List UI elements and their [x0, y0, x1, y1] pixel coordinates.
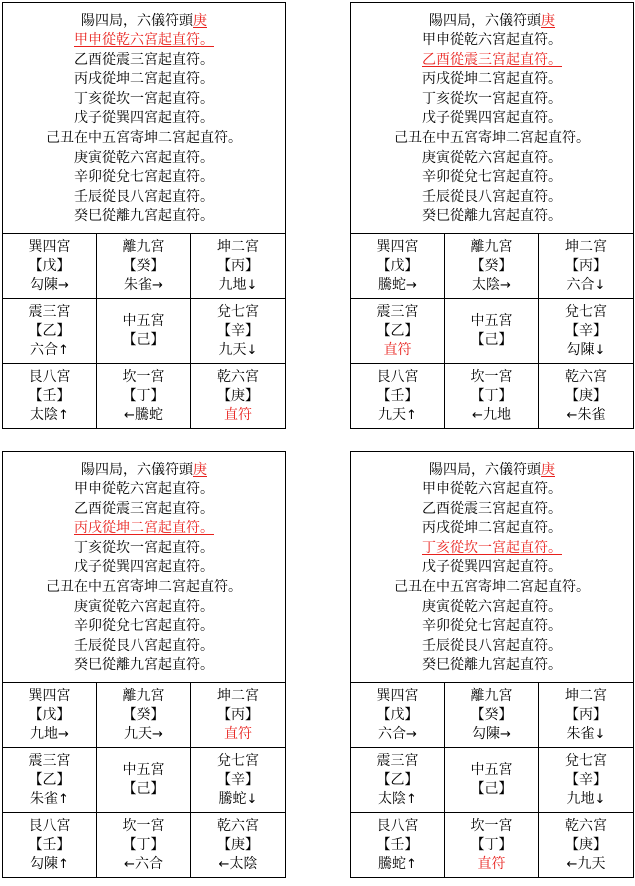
palace-cell — [3, 748, 97, 813]
palace-cell — [97, 234, 191, 299]
palace-stem: 【己】 — [470, 332, 513, 348]
palace-cell — [539, 364, 633, 428]
palace-stem: 【癸】 — [122, 706, 165, 723]
palace-cell — [445, 748, 539, 813]
palace-name: 坎一宮 — [122, 817, 165, 834]
palace-deity — [567, 341, 606, 360]
palace-stem: 【辛】 — [565, 322, 607, 339]
deity-name: 太陰 — [229, 855, 258, 872]
palace-stem: 【戊】 — [376, 706, 419, 723]
rule-line-highlighted: 丙戌從坤二宮起直符。 — [74, 520, 214, 537]
palace-deity — [567, 855, 606, 874]
palace-stem: 【壬】 — [28, 387, 71, 404]
rule-line: 庚寅從乾六宮起直符。 — [74, 149, 214, 166]
palace-cell — [97, 364, 191, 428]
direction-arrow-icon: ↓ — [594, 342, 606, 358]
title-text: 陽四局，六儀符頭 — [429, 462, 541, 478]
palace-name: 兌七宮 — [565, 752, 607, 769]
palace-stem: 【癸】 — [470, 257, 513, 274]
palace-name: 離九宮 — [122, 687, 165, 704]
palace-name: 艮八宮 — [28, 817, 71, 834]
palace-stem: 【丁】 — [122, 836, 165, 853]
rule-line: 戊子從巽四宮起直符。 — [74, 110, 214, 127]
palace-name: 巽四宮 — [376, 687, 419, 704]
palace-deity — [472, 276, 511, 295]
palace-stem: 【戊】 — [376, 257, 419, 274]
palace-cell — [97, 683, 191, 748]
direction-arrow-icon: ← — [472, 407, 483, 423]
palace-stem: 【辛】 — [217, 322, 259, 339]
palace-deity — [30, 725, 69, 744]
palace-deity — [124, 406, 163, 425]
direction-arrow-icon: → — [500, 277, 511, 293]
deity-name: 直符 — [224, 725, 252, 742]
palace-stem: 【丁】 — [122, 387, 165, 404]
palace-stem: 【癸】 — [470, 706, 513, 723]
palace-deity — [30, 855, 69, 874]
palace-deity — [219, 855, 258, 874]
palace-deity — [567, 790, 606, 809]
rule-line: 己丑在中五宮寄坤二宮起直符。 — [46, 129, 242, 146]
direction-arrow-icon: → — [58, 726, 69, 742]
palace-deity — [384, 341, 412, 360]
palace-cell — [445, 683, 539, 748]
qimen-panel — [350, 451, 634, 878]
direction-arrow-icon: ← — [566, 407, 578, 423]
rule-line-highlighted: 甲申從乾六宮起直符。 — [74, 32, 214, 48]
deity-name: 太陰 — [30, 406, 59, 423]
rule-line: 庚寅從乾六宮起直符。 — [422, 149, 562, 166]
direction-arrow-icon: ↑ — [406, 407, 417, 423]
palace-cell — [445, 299, 539, 364]
direction-arrow-icon: → — [500, 726, 511, 742]
palace-name: 離九宮 — [470, 687, 513, 704]
palace-name: 震三宮 — [28, 303, 71, 320]
direction-arrow-icon: → — [406, 277, 417, 293]
direction-arrow-icon: ↓ — [246, 342, 258, 358]
qimen-panel — [2, 2, 286, 429]
palace-cell — [351, 299, 445, 364]
rule-line: 丁亥從坎一宮起直符。 — [74, 90, 214, 107]
palace-name: 乾六宮 — [217, 817, 259, 834]
palace-grid — [351, 683, 633, 877]
palace-name: 震三宮 — [28, 752, 71, 769]
rule-line: 乙酉從震三宮起直符。 — [74, 51, 214, 68]
palace-deity — [30, 276, 69, 295]
palace-stem: 【庚】 — [217, 387, 259, 404]
palace-name: 離九宮 — [470, 238, 513, 255]
palace-name: 坎一宮 — [122, 368, 165, 385]
palace-deity — [124, 276, 163, 295]
palace-cell — [445, 364, 539, 428]
title-text: 陽四局，六儀符頭 — [81, 462, 193, 478]
qimen-panel — [350, 2, 634, 429]
palace-cell — [539, 748, 633, 813]
palace-stem: 【己】 — [122, 781, 165, 797]
direction-arrow-icon: ↑ — [406, 791, 417, 807]
palace-name: 中五宮 — [470, 313, 513, 329]
title-text: 陽四局，六儀符頭 — [81, 13, 193, 29]
direction-arrow-icon: ← — [566, 856, 578, 872]
palace-cell — [191, 234, 285, 299]
title-text: 陽四局，六儀符頭 — [429, 13, 541, 29]
direction-arrow-icon: ← — [124, 856, 135, 872]
palace-name: 艮八宮 — [376, 817, 419, 834]
palace-deity — [567, 276, 606, 295]
direction-arrow-icon: ↑ — [58, 407, 69, 423]
palace-stem: 【壬】 — [376, 836, 419, 853]
deity-name: 朱雀 — [30, 790, 59, 807]
palace-cell — [3, 813, 97, 877]
direction-arrow-icon: ↑ — [58, 342, 69, 358]
deity-name: 九地 — [30, 725, 59, 742]
instruction-text — [351, 452, 633, 683]
palace-stem: 【丁】 — [470, 387, 513, 404]
panel-title — [3, 11, 285, 31]
title-highlight: 庚 — [541, 462, 555, 478]
palace-deity — [30, 406, 69, 425]
rule-line: 辛卯從兌七宮起直符。 — [74, 169, 214, 186]
panel-title — [351, 11, 633, 31]
palace-name: 兌七宮 — [217, 752, 259, 769]
deity-name: 朱雀 — [577, 406, 606, 423]
deity-name: 九天 — [378, 406, 407, 423]
palace-cell — [97, 813, 191, 877]
palace-deity — [378, 725, 417, 744]
palace-cell — [539, 683, 633, 748]
title-highlight: 庚 — [193, 462, 207, 478]
palace-deity — [378, 276, 417, 295]
direction-arrow-icon: ↓ — [594, 277, 606, 293]
palace-stem: 【丙】 — [217, 257, 259, 274]
direction-arrow-icon: ← — [124, 407, 135, 423]
palace-stem: 【乙】 — [28, 322, 71, 339]
palace-stem: 【庚】 — [217, 836, 259, 853]
rule-line: 己丑在中五宮寄坤二宮起直符。 — [46, 578, 242, 595]
palace-cell — [3, 364, 97, 428]
rule-line-highlighted: 丁亥從坎一宮起直符。 — [422, 539, 562, 556]
palace-deity — [378, 855, 417, 874]
palace-cell — [351, 813, 445, 877]
direction-arrow-icon: ↓ — [594, 791, 606, 807]
palace-deity — [567, 406, 606, 425]
panel-title — [3, 460, 285, 480]
deity-name: 六合 — [134, 855, 163, 872]
direction-arrow-icon: → — [152, 277, 163, 293]
rule-line: 己丑在中五宮寄坤二宮起直符。 — [394, 129, 590, 146]
palace-stem: 【乙】 — [376, 771, 419, 788]
palace-cell — [539, 813, 633, 877]
rule-line: 癸巳從離九宮起直符。 — [74, 208, 214, 225]
palace-cell — [191, 683, 285, 748]
palace-cell — [3, 683, 97, 748]
palace-deity — [124, 725, 163, 744]
rule-line: 癸巳從離九宮起直符。 — [422, 657, 562, 674]
palace-deity — [472, 406, 511, 425]
deity-name: 勾陳 — [30, 276, 59, 293]
palace-name: 震三宮 — [376, 752, 419, 769]
rule-line: 丙戌從坤二宮起直符。 — [422, 71, 562, 88]
rule-line: 壬辰從艮八宮起直符。 — [74, 637, 214, 654]
deity-name: 騰蛇 — [378, 276, 407, 293]
deity-name: 直符 — [383, 341, 412, 358]
rule-line: 乙酉從震三宮起直符。 — [74, 500, 214, 517]
palace-stem: 【乙】 — [376, 322, 419, 339]
palace-cell — [539, 234, 633, 299]
palace-deity — [30, 790, 69, 809]
palace-cell — [539, 299, 633, 364]
palace-name: 坎一宮 — [470, 368, 513, 385]
palace-stem: 【辛】 — [217, 771, 259, 788]
palace-cell — [3, 234, 97, 299]
rule-line: 壬辰從艮八宮起直符。 — [422, 188, 562, 205]
palace-cell — [445, 813, 539, 877]
palace-stem: 【庚】 — [565, 836, 607, 853]
title-highlight: 庚 — [193, 13, 207, 29]
palace-deity — [30, 341, 69, 360]
rule-line: 癸巳從離九宮起直符。 — [422, 208, 562, 225]
palace-stem: 【丙】 — [565, 257, 607, 274]
deity-name: 太陰 — [472, 276, 501, 293]
rule-line: 庚寅從乾六宮起直符。 — [74, 598, 214, 615]
palace-stem: 【戊】 — [28, 257, 71, 274]
palace-deity — [478, 855, 506, 874]
rule-line: 丁亥從坎一宮起直符。 — [422, 90, 562, 107]
palace-name: 兌七宮 — [565, 303, 607, 320]
rule-line: 戊子從巽四宮起直符。 — [422, 110, 562, 127]
palace-grid — [351, 234, 633, 428]
palace-name: 巽四宮 — [376, 238, 419, 255]
palace-stem: 【己】 — [470, 781, 513, 797]
direction-arrow-icon: ↓ — [246, 277, 258, 293]
deity-name: 朱雀 — [124, 276, 153, 293]
palace-grid — [3, 683, 285, 877]
palace-cell — [3, 299, 97, 364]
direction-arrow-icon: ↑ — [406, 856, 417, 872]
instruction-text — [3, 452, 285, 683]
deity-name: 朱雀 — [566, 725, 595, 742]
palace-deity — [378, 790, 417, 809]
rule-line: 丙戌從坤二宮起直符。 — [74, 71, 214, 88]
deity-name: 六合 — [30, 341, 59, 358]
palace-cell — [191, 364, 285, 428]
palace-deity — [219, 790, 258, 809]
deity-name: 勾陳 — [30, 855, 59, 872]
deity-name: 騰蛇 — [134, 406, 163, 423]
palace-name: 艮八宮 — [28, 368, 71, 385]
rule-line: 戊子從巽四宮起直符。 — [74, 559, 214, 576]
rule-line: 戊子從巽四宮起直符。 — [422, 559, 562, 576]
rule-line: 辛卯從兌七宮起直符。 — [422, 618, 562, 635]
rule-line: 甲申從乾六宮起直符。 — [422, 481, 562, 497]
deity-name: 直符 — [477, 855, 506, 872]
palace-name: 中五宮 — [122, 313, 165, 329]
palace-name: 坤二宮 — [565, 238, 607, 255]
deity-name: 六合 — [566, 276, 595, 293]
direction-arrow-icon: → — [152, 726, 163, 742]
rule-line: 己丑在中五宮寄坤二宮起直符。 — [394, 578, 590, 595]
deity-name: 九地 — [566, 790, 595, 807]
palace-cell — [351, 683, 445, 748]
palace-stem: 【己】 — [122, 332, 165, 348]
direction-arrow-icon: ← — [218, 856, 230, 872]
palace-stem: 【乙】 — [28, 771, 71, 788]
palace-name: 坤二宮 — [217, 238, 259, 255]
palace-grid — [3, 234, 285, 428]
palace-stem: 【壬】 — [376, 387, 419, 404]
palace-cell — [191, 748, 285, 813]
palace-name: 艮八宮 — [376, 368, 419, 385]
rule-line: 辛卯從兌七宮起直符。 — [74, 618, 214, 635]
rule-line: 庚寅從乾六宮起直符。 — [422, 598, 562, 615]
palace-name: 坤二宮 — [565, 687, 607, 704]
palace-deity — [219, 276, 258, 295]
palace-cell — [351, 364, 445, 428]
rule-line: 甲申從乾六宮起直符。 — [422, 32, 562, 48]
deity-name: 太陰 — [378, 790, 407, 807]
panel-title — [351, 460, 633, 480]
palace-name: 乾六宮 — [565, 368, 607, 385]
deity-name: 九天 — [218, 341, 247, 358]
rule-line: 癸巳從離九宮起直符。 — [74, 657, 214, 674]
palace-name: 中五宮 — [470, 762, 513, 778]
deity-name: 九天 — [577, 855, 606, 872]
palace-cell — [191, 299, 285, 364]
palace-cell — [351, 234, 445, 299]
direction-arrow-icon: ↑ — [58, 791, 69, 807]
palace-stem: 【辛】 — [565, 771, 607, 788]
palace-name: 巽四宮 — [28, 687, 71, 704]
palace-cell — [97, 748, 191, 813]
deity-name: 九地 — [482, 406, 511, 423]
deity-name: 騰蛇 — [378, 855, 407, 872]
qimen-panel — [2, 451, 286, 878]
palace-name: 中五宮 — [122, 762, 165, 778]
deity-name: 騰蛇 — [218, 790, 247, 807]
palace-cell — [97, 299, 191, 364]
rule-line: 甲申從乾六宮起直符。 — [74, 481, 214, 497]
deity-name: 九天 — [124, 725, 153, 742]
palace-stem: 【庚】 — [565, 387, 607, 404]
palace-deity — [219, 341, 258, 360]
palace-name: 坤二宮 — [217, 687, 259, 704]
palace-name: 兌七宮 — [217, 303, 259, 320]
rule-line: 壬辰從艮八宮起直符。 — [422, 637, 562, 654]
palace-deity — [472, 725, 511, 744]
instruction-text — [351, 3, 633, 234]
palace-deity — [224, 725, 252, 744]
palace-stem: 【丙】 — [217, 706, 259, 723]
palace-name: 乾六宮 — [217, 368, 259, 385]
palace-cell — [191, 813, 285, 877]
palace-deity — [567, 725, 606, 744]
palace-name: 坎一宮 — [470, 817, 513, 834]
deity-name: 勾陳 — [566, 341, 595, 358]
deity-name: 直符 — [224, 406, 252, 423]
palace-name: 巽四宮 — [28, 238, 71, 255]
palace-cell — [351, 748, 445, 813]
palace-stem: 【丙】 — [565, 706, 607, 723]
palace-deity — [124, 855, 163, 874]
rule-line-highlighted: 乙酉從震三宮起直符。 — [422, 51, 562, 68]
rule-line: 辛卯從兌七宮起直符。 — [422, 169, 562, 186]
palace-stem: 【壬】 — [28, 836, 71, 853]
direction-arrow-icon: → — [406, 726, 417, 742]
palace-cell — [445, 234, 539, 299]
direction-arrow-icon: ↓ — [594, 726, 606, 742]
palace-stem: 【癸】 — [122, 257, 165, 274]
palace-stem: 【戊】 — [28, 706, 71, 723]
rule-line: 乙酉從震三宮起直符。 — [422, 500, 562, 517]
rule-line: 壬辰從艮八宮起直符。 — [74, 188, 214, 205]
deity-name: 勾陳 — [472, 725, 501, 742]
deity-name: 九地 — [218, 276, 247, 293]
rule-line: 丁亥從坎一宮起直符。 — [74, 539, 214, 556]
palace-name: 乾六宮 — [565, 817, 607, 834]
direction-arrow-icon: ↓ — [246, 791, 258, 807]
title-highlight: 庚 — [541, 13, 555, 29]
palace-deity — [378, 406, 417, 425]
palace-stem: 【丁】 — [470, 836, 513, 853]
rule-line: 丙戌從坤二宮起直符。 — [422, 520, 562, 537]
palace-name: 離九宮 — [122, 238, 165, 255]
palace-deity — [224, 406, 252, 425]
instruction-text — [3, 3, 285, 234]
deity-name: 六合 — [378, 725, 407, 742]
direction-arrow-icon: → — [58, 277, 69, 293]
direction-arrow-icon: ↑ — [58, 856, 69, 872]
palace-name: 震三宮 — [376, 303, 419, 320]
